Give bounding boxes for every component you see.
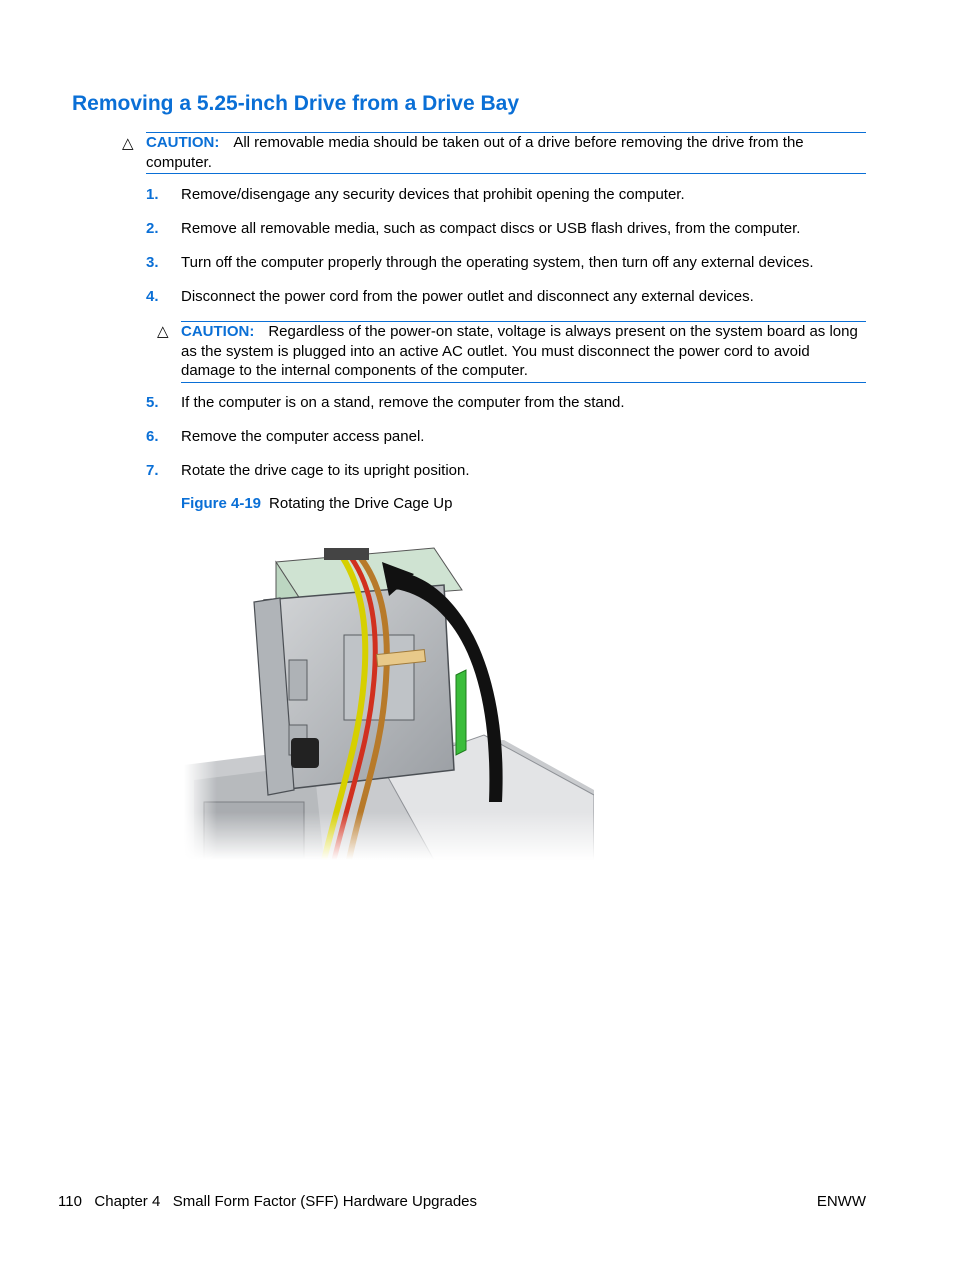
drive-cage-illustration xyxy=(184,540,594,860)
caution-text: Regardless of the power-on state, voltage is always present on the system board as long as the system is plugged into an active AC outlet. You must disconnect the power cord to avoid damage to the internal components of the computer. xyxy=(181,323,858,379)
caution-box xyxy=(181,321,866,383)
footer-right: ENWW xyxy=(816,1193,866,1210)
step-number: 4. xyxy=(146,288,159,305)
step-number: 1. xyxy=(146,186,159,203)
step-number: 6. xyxy=(146,428,159,445)
caution-label: CAUTION: xyxy=(146,134,220,151)
caution-box xyxy=(146,132,866,174)
step-text: Remove/disengage any security devices that prohibit opening the computer. xyxy=(181,186,685,203)
step-number: 7. xyxy=(146,462,159,479)
step-text: Rotate the drive cage to its upright position. xyxy=(181,462,470,479)
step-text: Disconnect the power cord from the power outlet and disconnect any external devices. xyxy=(181,288,754,305)
caution-triangle-icon: △ xyxy=(122,135,134,152)
figure-caption xyxy=(181,494,452,513)
caution-triangle-icon: △ xyxy=(157,323,169,340)
step-text: Remove the computer access panel. xyxy=(181,428,425,445)
figure-title: Rotating the Drive Cage Up xyxy=(269,495,453,512)
page-title: Removing a 5.25-inch Drive from a Drive Bay xyxy=(72,92,519,115)
step-text: Remove all removable media, such as compact discs or USB flash drives, from the computer. xyxy=(181,220,801,237)
caution-label: CAUTION: xyxy=(181,323,255,340)
footer-left: 110 Chapter 4 Small Form Factor (SFF) Hardware Upgrades xyxy=(58,1193,478,1210)
step-number: 5. xyxy=(146,394,159,411)
step-number: 3. xyxy=(146,254,159,271)
step-text: If the computer is on a stand, remove the computer from the stand. xyxy=(181,394,625,411)
figure-number: Figure 4-19 xyxy=(181,495,262,512)
step-number: 2. xyxy=(146,220,159,237)
step-text: Turn off the computer properly through the operating system, then turn off any external devices. xyxy=(181,254,814,271)
caution-text: All removable media should be taken out of a drive before removing the drive from the computer. xyxy=(146,134,804,171)
